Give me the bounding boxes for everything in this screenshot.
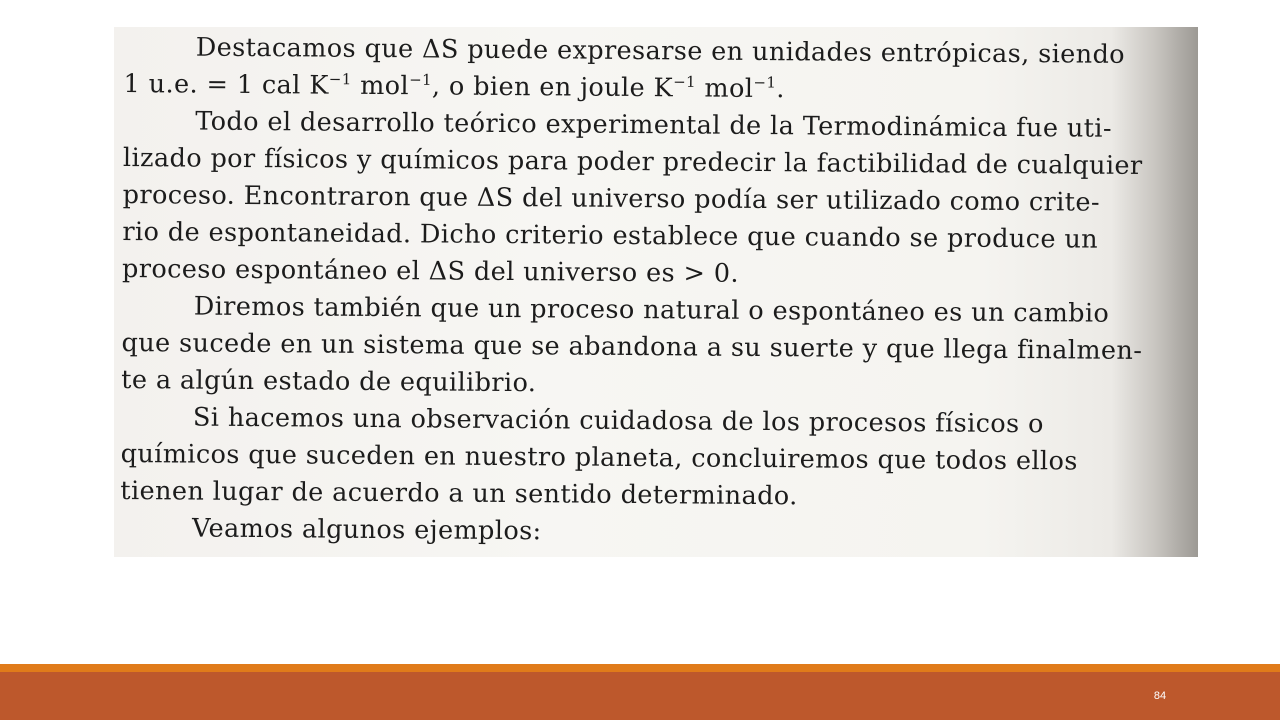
- text-line: te a algún estado de equilibrio.: [121, 364, 537, 399]
- text-line: Todo el desarrollo teórico experimental de la Termodinámica fue uti-: [195, 106, 1113, 144]
- text-line: proceso espontáneo el ΔS del universo es > 0.: [121, 253, 740, 289]
- page-number: 84: [1153, 690, 1167, 702]
- text-line-units: 1 u.e. = 1 cal $K^{-1}$ mol$^{-1}$, o bien en joule $K^{-1}$ mol$^{-1}$.: [123, 68, 785, 105]
- text-line: que sucede en un sistema que se abandona a su suerte y que llega finalmen-: [121, 327, 1143, 367]
- text-line: Si hacemos una observación cuidadosa de los procesos físicos o: [192, 402, 1044, 440]
- footer-accent-bar: [0, 664, 1280, 672]
- footer-bar: [0, 672, 1280, 720]
- text-line: lizado por físicos y químicos para poder predecir la factibilidad de cualquier: [122, 142, 1143, 182]
- text-line: Veamos algunos ejemplos:: [191, 513, 542, 547]
- text-line: Destacamos que ΔS puede expresarse en unidades entrópicas, siendo: [195, 32, 1126, 70]
- text-line: rio de espontaneidad. Dicho criterio establece que cuando se produce un: [122, 216, 1099, 255]
- text-line: químicos que suceden en nuestro planeta, concluiremos que todos ellos: [120, 438, 1078, 477]
- scanned-page-image: [114, 27, 1198, 557]
- scanned-text: [120, 29, 1172, 555]
- text-line: tienen lugar de acuerdo a un sentido determinado.: [120, 475, 798, 512]
- text-line: Diremos también que un proceso natural o espontáneo es un cambio: [193, 291, 1110, 329]
- text-line: proceso. Encontraron que ΔS del universo podía ser utilizado como crite-: [122, 179, 1101, 218]
